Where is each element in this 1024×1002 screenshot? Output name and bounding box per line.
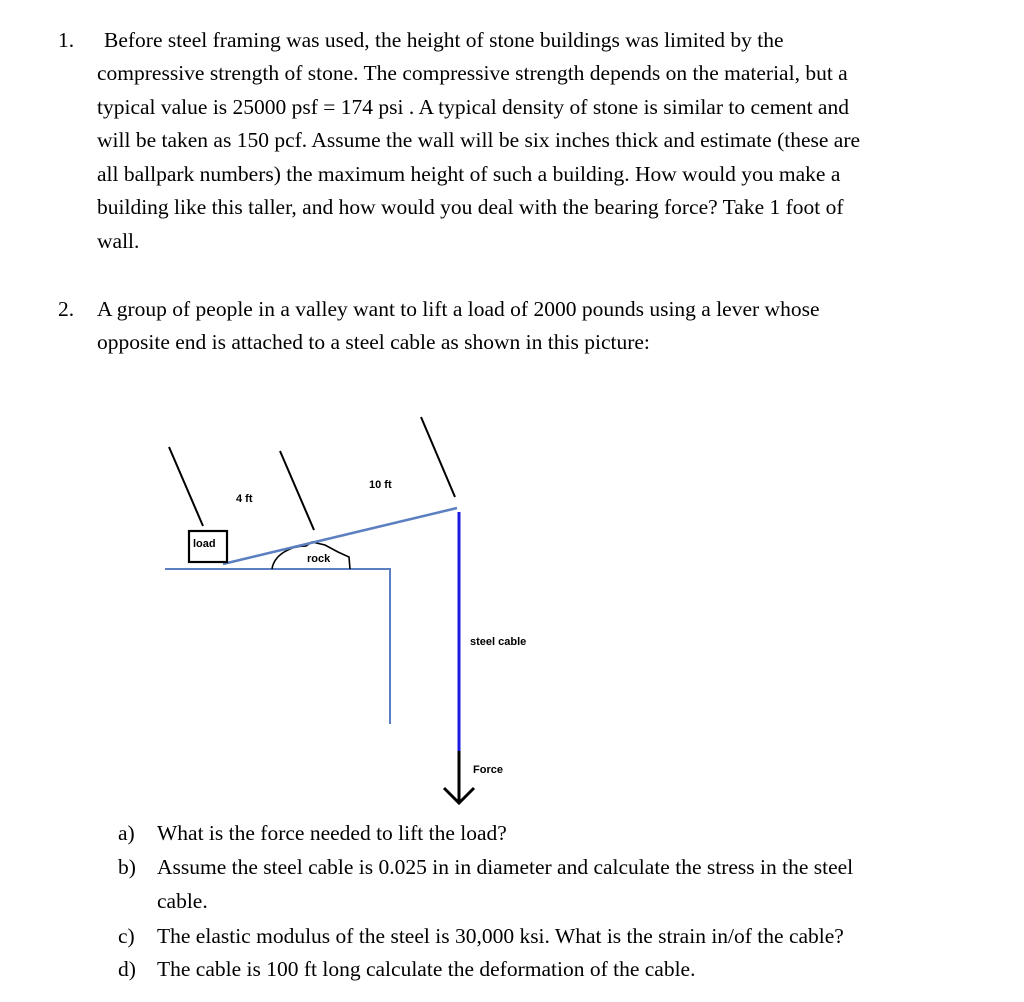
rock-label: rock: [307, 553, 331, 565]
text-line: building like this taller, and how would you deal with the bearing force? Take 1 foot of: [97, 195, 844, 219]
pointer-line: [169, 447, 203, 526]
subquestion-label: c): [118, 924, 135, 948]
cable-label: steel cable: [470, 636, 527, 648]
text-line: cable.: [157, 889, 208, 913]
text-line: compressive strength of stone. The compressive strength depends on the material, but a: [97, 61, 848, 85]
question-number: 2.: [58, 297, 75, 321]
subquestion-label: d): [118, 957, 136, 981]
text-line: opposite end is attached to a steel cable as shown in this picture:: [97, 330, 650, 354]
text-line: Before steel framing was used, the height of stone buildings was limited by the: [104, 28, 784, 52]
text-line: Assume the steel cable is 0.025 in in diameter and calculate the stress in the steel: [157, 855, 854, 879]
text-line: The cable is 100 ft long calculate the deformation of the cable.: [157, 957, 696, 981]
pointer-line: [280, 451, 314, 530]
long-arm-label: 10 ft: [369, 479, 392, 491]
subquestion-label: a): [118, 821, 135, 845]
load-label: load: [193, 538, 216, 550]
text-line: What is the force needed to lift the load?: [157, 821, 507, 845]
question-number: 1.: [58, 28, 75, 52]
force-label: Force: [473, 764, 503, 776]
pointer-line: [421, 417, 455, 497]
text-line: The elastic modulus of the steel is 30,000 ksi. What is the strain in/of the cable?: [157, 924, 844, 948]
lever-bar: [223, 508, 457, 564]
text-line: typical value is 25000 psf = 174 psi . A typical density of stone is similar to cement and: [97, 95, 849, 119]
text-line: wall.: [97, 229, 140, 253]
short-arm-label: 4 ft: [236, 493, 253, 505]
text-line: will be taken as 150 pcf. Assume the wall will be six inches thick and estimate (these are: [97, 128, 861, 152]
text-line: A group of people in a valley want to lift a load of 2000 pounds using a lever whose: [97, 297, 820, 321]
text-line: all ballpark numbers) the maximum height of such a building. How would you make a: [97, 162, 841, 186]
subquestion-label: b): [118, 855, 136, 879]
